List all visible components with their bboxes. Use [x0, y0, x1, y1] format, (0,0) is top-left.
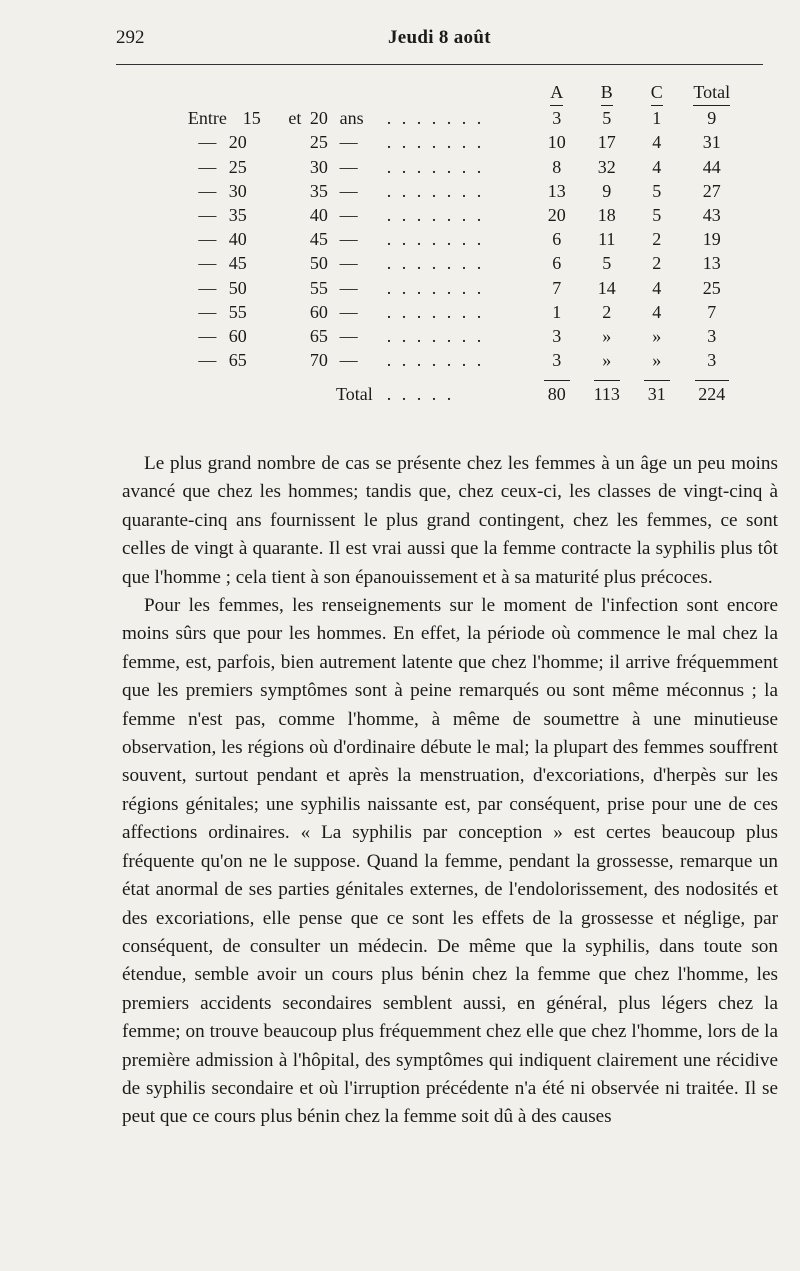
cell-c: 4 — [652, 156, 662, 177]
cell-total: 7 — [707, 301, 717, 322]
cell-total: 43 — [702, 205, 721, 226]
range-dash: — — [339, 277, 358, 298]
row-dash: — — [198, 156, 217, 177]
age-distribution-table — [186, 82, 747, 406]
sum-rule-cell — [637, 372, 677, 382]
cell-c: 5 — [652, 180, 662, 201]
cell-total: 44 — [702, 156, 721, 177]
connector-spacer — [280, 300, 310, 324]
sum-rule-cell — [387, 372, 537, 382]
cell-b: 17 — [597, 132, 616, 153]
leader-dots: . . . . . . . — [386, 325, 485, 346]
total-c: 31 — [647, 384, 666, 405]
table-row — [186, 155, 747, 179]
total-a: 80 — [547, 384, 566, 405]
cell-a: 3 — [552, 108, 562, 129]
connector-spacer — [280, 155, 310, 179]
age-to: 55 — [309, 277, 328, 298]
age-to: 45 — [309, 229, 328, 250]
leader-dots: . . . . . — [386, 384, 455, 405]
cell-b: 5 — [602, 108, 612, 129]
age-to: 20 — [309, 108, 328, 129]
range-dash: — — [339, 156, 358, 177]
cell-total: 27 — [702, 180, 721, 201]
cell-c: 4 — [652, 132, 662, 153]
age-from: 60 — [228, 325, 247, 346]
sum-rule-line — [644, 380, 670, 381]
cell-total: 25 — [702, 277, 721, 298]
cell-a: 1 — [552, 301, 562, 322]
cell-b: 11 — [598, 229, 616, 250]
cell-a: 13 — [547, 180, 566, 201]
sum-rule-line — [544, 380, 570, 381]
row-label: Entre — [187, 108, 227, 129]
sum-rule-cell — [537, 372, 577, 382]
cell-c: 5 — [652, 205, 662, 226]
sum-rule-row — [186, 372, 747, 382]
cell-b: 14 — [597, 277, 616, 298]
cell-c: » — [652, 350, 662, 371]
cell-c: » — [652, 325, 662, 346]
cell-c: 1 — [652, 108, 662, 129]
table-row — [186, 203, 747, 227]
cell-a: 10 — [547, 132, 566, 153]
cell-b: 2 — [602, 301, 612, 322]
total-label: Total — [336, 384, 373, 405]
range-dash: — — [339, 253, 358, 274]
leader-dots: . . . . . . . — [386, 180, 485, 201]
age-to: 25 — [309, 132, 328, 153]
age-from: 55 — [228, 301, 247, 322]
column-header-b: B — [577, 82, 637, 106]
cell-c: 2 — [652, 229, 662, 250]
connector-spacer — [280, 227, 310, 251]
cell-b: » — [602, 325, 612, 346]
table-row — [186, 130, 747, 154]
connector-spacer — [280, 203, 310, 227]
cell-a: 6 — [552, 229, 562, 250]
cell-a: 3 — [552, 325, 562, 346]
table-row — [186, 300, 747, 324]
sum-rule-cell — [677, 372, 747, 382]
table-row — [186, 227, 747, 251]
age-from: 20 — [228, 132, 247, 153]
table-row — [186, 179, 747, 203]
sum-rule-cell — [186, 372, 229, 382]
row-dash: — — [198, 180, 217, 201]
cell-b: 5 — [602, 253, 612, 274]
column-header-c: C — [637, 82, 677, 106]
cell-total: 9 — [707, 108, 717, 129]
connector-spacer — [280, 179, 310, 203]
running-title: Jeudi 8 août — [388, 27, 491, 48]
age-to: 65 — [309, 325, 328, 346]
range-dash: — — [339, 132, 358, 153]
age-to: 40 — [309, 205, 328, 226]
age-from: 15 — [242, 108, 261, 129]
leader-dots: . . . . . . . — [386, 108, 485, 129]
row-dash: — — [198, 253, 217, 274]
cell-c: 4 — [652, 301, 662, 322]
connector: et — [288, 108, 302, 129]
age-from: 25 — [228, 156, 247, 177]
total-b: 113 — [593, 384, 620, 405]
cell-b: 9 — [602, 180, 612, 201]
cell-total: 3 — [707, 350, 717, 371]
row-dash: — — [198, 229, 217, 250]
age-from: 50 — [228, 277, 247, 298]
table-row — [186, 348, 747, 372]
connector-spacer — [280, 251, 310, 275]
leader-dots: . . . . . . . — [386, 301, 485, 322]
age-unit: ans — [339, 108, 364, 129]
age-to: 30 — [309, 156, 328, 177]
connector-spacer — [280, 130, 310, 154]
row-dash: — — [198, 301, 217, 322]
age-to: 70 — [309, 350, 328, 371]
age-to: 35 — [309, 180, 328, 201]
cell-total: 31 — [702, 132, 721, 153]
leader-dots: . . . . . . . — [386, 156, 485, 177]
table-row — [186, 251, 747, 275]
table-header-row — [186, 82, 747, 106]
range-dash: — — [339, 180, 358, 201]
sum-rule-cell — [577, 372, 637, 382]
age-from: 35 — [228, 205, 247, 226]
cell-b: 32 — [597, 156, 616, 177]
age-to: 60 — [309, 301, 328, 322]
range-dash: — — [339, 350, 358, 371]
total-grand: 224 — [698, 384, 726, 405]
table-row — [186, 276, 747, 300]
age-from: 65 — [228, 350, 247, 371]
cell-b: 18 — [597, 205, 616, 226]
age-to: 50 — [309, 253, 328, 274]
cell-a: 6 — [552, 253, 562, 274]
leader-dots: . . . . . . . — [386, 205, 485, 226]
range-dash: — — [339, 325, 358, 346]
row-dash: — — [198, 325, 217, 346]
table-row — [186, 324, 747, 348]
cell-a: 8 — [552, 156, 562, 177]
cell-total: 13 — [702, 253, 721, 274]
paragraph: Pour les femmes, les renseignements sur le moment de l'infection sont encore moins sûrs que pour les hommes. En effet, la période où commence le mal chez la femme, est, parfois, bien autrement latente que chez l'homme; il arrive fréquemment que les premiers symptômes sont à peine remarqués ou sont même méconnus ; la femme n'est pas, comme l'homme, à même de soumettre à une minutieuse observation, les régions où d'ordinaire débute le mal; la plupart des femmes souffrent souvent, surtout pendant et après la menstruation, d'excoriations, d'herpès sur les régions génitales; une syphilis naissante est, par conséquent, prise pour une de ces affections ordinaires. « La syphilis par conception » est certes beaucoup plus fréquente qu'on ne le suppose. Quand la femme, pendant la grossesse, remarque un état anormal de ses parties génitales externes, de l'endolorissement, des nodosités et des excoriations, elle pense que ce sont les effets de la grossesse et néglige, par conséquent, de consulter un médecin. De même que la syphilis, dans toute son étendue, semble avoir un cours plus bénin chez la femme que chez l'homme, les premiers accidents secondaires semblent aussi, en général, plus légers chez la femme; on trouve beaucoup plus fréquemment chez elle que chez l'homme, lors de la première admission à l'hôpital, des symptômes qui indiquent clairement une récidive de syphilis secondaire et où l'irruption précédente n'a été ni observée ni traitée. Il se peut que ce cours plus bénin chez la femme soit dû à des causes — [122, 595, 778, 1128]
sum-rule-line — [594, 380, 620, 381]
connector-spacer — [280, 324, 310, 348]
cell-c: 2 — [652, 253, 662, 274]
connector-spacer — [280, 276, 310, 300]
page-number: 292 — [116, 27, 145, 48]
column-header-a: A — [537, 82, 577, 106]
range-dash: — — [339, 301, 358, 322]
range-dash: — — [339, 229, 358, 250]
cell-a: 7 — [552, 277, 562, 298]
row-dash: — — [198, 277, 217, 298]
leader-dots: . . . . . . . — [386, 132, 485, 153]
sum-rule-line — [695, 380, 729, 381]
table-row — [186, 106, 747, 130]
row-dash: — — [198, 132, 217, 153]
header-rule — [116, 64, 763, 65]
total-row — [186, 382, 747, 406]
cell-c: 4 — [652, 277, 662, 298]
cell-total: 3 — [707, 325, 717, 346]
range-dash: — — [339, 205, 358, 226]
cell-b: » — [602, 350, 612, 371]
sum-rule-cell — [310, 372, 338, 382]
paragraph: Le plus grand nombre de cas se présente chez les femmes à un âge un peu moins avancé que chez les hommes; tandis que, chez ceux-ci, les classes de vingt-cinq à quarante-cinq ans fournissent le plus grand contingent, chez les femmes, ce sont celles de vingt à quarante. Il est vrai aussi que la femme contracte la syphilis plus tôt que l'homme ; cela tient à son épanouissement et à sa maturité plus précoces. — [122, 453, 778, 588]
age-from: 40 — [228, 229, 247, 250]
age-from: 45 — [228, 253, 247, 274]
connector-spacer — [280, 348, 310, 372]
sum-rule-cell — [229, 372, 280, 382]
leader-dots: . . . . . . . — [386, 350, 485, 371]
leader-dots: . . . . . . . — [386, 229, 485, 250]
body-text — [122, 450, 778, 1132]
cell-a: 3 — [552, 350, 562, 371]
cell-a: 20 — [547, 205, 566, 226]
leader-dots: . . . . . . . — [386, 253, 485, 274]
age-from: 30 — [228, 180, 247, 201]
cell-total: 19 — [702, 229, 721, 250]
leader-dots: . . . . . . . — [386, 277, 485, 298]
sum-rule-cell — [280, 372, 310, 382]
row-dash: — — [198, 350, 217, 371]
sum-rule-cell — [338, 372, 387, 382]
column-header-total: Total — [677, 82, 747, 106]
row-dash: — — [198, 205, 217, 226]
